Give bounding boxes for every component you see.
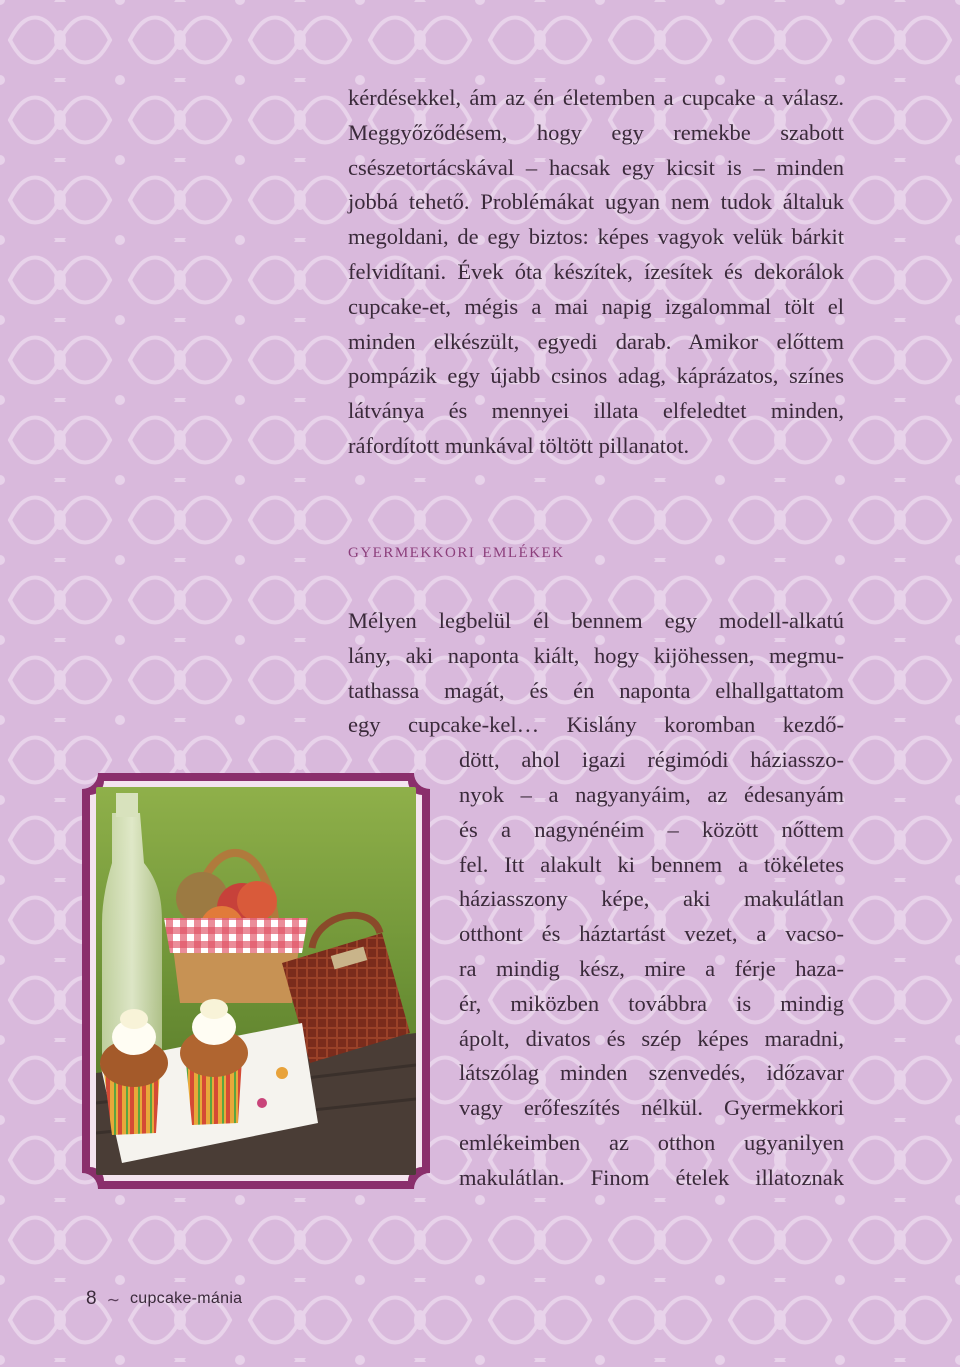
paragraph-line: lány, aki naponta kiált, hogy kijöhessen, megmu- [348, 642, 844, 668]
book-title: cupcake-mánia [129, 1290, 243, 1307]
swash-ornament-icon: ∼ [106, 1289, 120, 1309]
paragraph-line: látszólag minden szenvedés, időzavar [459, 1060, 844, 1086]
paragraph-line: makulátlan. Finom ételek illatoznak [459, 1164, 844, 1190]
paragraph-line: ra mindig kész, mire a férje haza- [459, 955, 844, 981]
paragraph-line: ér, miközben továbbra is mindig [459, 990, 844, 1016]
section-heading: gyermekkori emlékek [348, 537, 565, 562]
paragraph-line: fel. Itt alakult ki bennem a tökéletes [459, 851, 844, 877]
paragraph-line: ápolt, divatos és szép képes maradni, [459, 1025, 844, 1051]
body-paragraph-1: kérdésekkel, ám az én életemben a cupcake a válasz. Meggyőződésem, hogy egy remekbe szabott csészetortácskával – hacsak egy kicsit is – minden jobbá tehető. Problémákat ugyan nem tudok általuk megoldani, de egy biztos: képes vagyok velük bárkit felvidítani. Évek óta készítek, ízesítek és dekorálok cupcake-et, mégis a mai napig izgalommal tölt el minden elkészült, egyedi darab. Amikor előttem pompázik egy újabb csinos adag, káprázatos, színes látványa és mennyei illata elfeledtet minden, ráfordított munkával töltött pillanatot. [348, 85, 844, 458]
paragraph-line: nyok – a nagyanyáim, az édesanyám [459, 781, 844, 807]
paragraph-line: otthont és háztartást vezet, a vacso- [459, 921, 844, 947]
paragraph-line: emlékeimben az otthon ugyanilyen [459, 1129, 844, 1155]
page-footer [86, 1287, 242, 1311]
paragraph-line: vagy erőfeszítés nélkül. Gyermekkori [459, 1095, 844, 1121]
paragraph-line: dött, ahol igazi régimódi háziasszo- [459, 747, 844, 773]
paragraph-line: Mélyen legbelül él bennem egy modell-alkatú [348, 608, 844, 633]
paragraph-line: tathassa magát, és én naponta elhallgattatom [348, 677, 844, 703]
page-number: 8 [86, 1288, 97, 1309]
paragraph-line: háziasszony képe, aki makulátlan [459, 886, 844, 912]
paragraph-line: és a nagynénéim – között nőttem [459, 816, 844, 842]
body-paragraph-2 [348, 604, 844, 1196]
paragraph-line: egy cupcake-kel… Kislány koromban kezdő- [348, 712, 844, 738]
